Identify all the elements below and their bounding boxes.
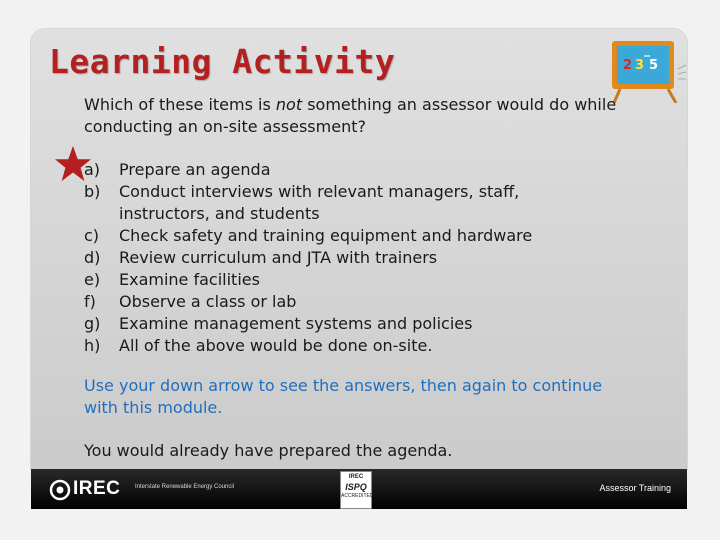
option-text: Examine management systems and policies bbox=[119, 314, 473, 333]
option-a bbox=[84, 159, 599, 181]
option-e bbox=[84, 269, 599, 291]
board-number-3: 5 bbox=[649, 58, 659, 73]
board-number-2: 3 bbox=[635, 58, 645, 73]
board-number-1: 2 bbox=[623, 58, 633, 73]
option-letter: e) bbox=[84, 270, 101, 289]
question-emphasis: not bbox=[275, 95, 303, 114]
option-text: Prepare an agenda bbox=[119, 160, 271, 179]
question-text bbox=[84, 94, 644, 138]
option-text: Conduct interviews with relevant managers, staff, instructors, and students bbox=[119, 182, 520, 223]
question-before: Which of these items is bbox=[84, 95, 276, 114]
badge-mid-text: ISPQ bbox=[345, 482, 367, 492]
option-g bbox=[84, 313, 599, 335]
footer-course-name: Assessor Training bbox=[599, 483, 671, 493]
instruction-text: Use your down arrow to see the answers, then again to continue with this module. bbox=[84, 376, 603, 417]
option-letter: c) bbox=[84, 226, 100, 245]
footer-bar bbox=[31, 469, 687, 509]
option-letter: b) bbox=[84, 182, 101, 201]
option-d bbox=[84, 247, 599, 269]
option-f bbox=[84, 291, 599, 313]
option-letter: h) bbox=[84, 336, 101, 355]
option-text: All of the above would be done on-site. bbox=[119, 336, 433, 355]
option-text: Observe a class or lab bbox=[119, 292, 297, 311]
accreditation-badge bbox=[340, 471, 372, 509]
slide-title: Learning Activity bbox=[49, 42, 396, 81]
options-list bbox=[84, 159, 599, 357]
option-letter: a) bbox=[84, 160, 101, 179]
option-letter: d) bbox=[84, 248, 101, 267]
option-c bbox=[84, 225, 599, 247]
option-letter: g) bbox=[84, 314, 101, 333]
badge-bottom-text: ACCREDITED bbox=[341, 493, 374, 499]
irec-logo-icon bbox=[49, 479, 71, 501]
footer-org-full: Interstate Renewable Energy Council bbox=[135, 484, 235, 490]
answer-text: You would already have prepared the agenda. bbox=[84, 441, 453, 460]
question-after: something an assessor would do while conducting an on-site assessment? bbox=[84, 95, 617, 136]
footer-org-name: IREC bbox=[73, 478, 121, 499]
option-b bbox=[84, 181, 599, 225]
option-letter: f) bbox=[84, 292, 96, 311]
option-text: Examine facilities bbox=[119, 270, 260, 289]
badge-top-text: IREC bbox=[348, 474, 364, 480]
option-text: Review curriculum and JTA with trainers bbox=[119, 248, 438, 267]
option-text: Check safety and training equipment and hardware bbox=[119, 226, 533, 245]
option-h bbox=[84, 335, 599, 357]
